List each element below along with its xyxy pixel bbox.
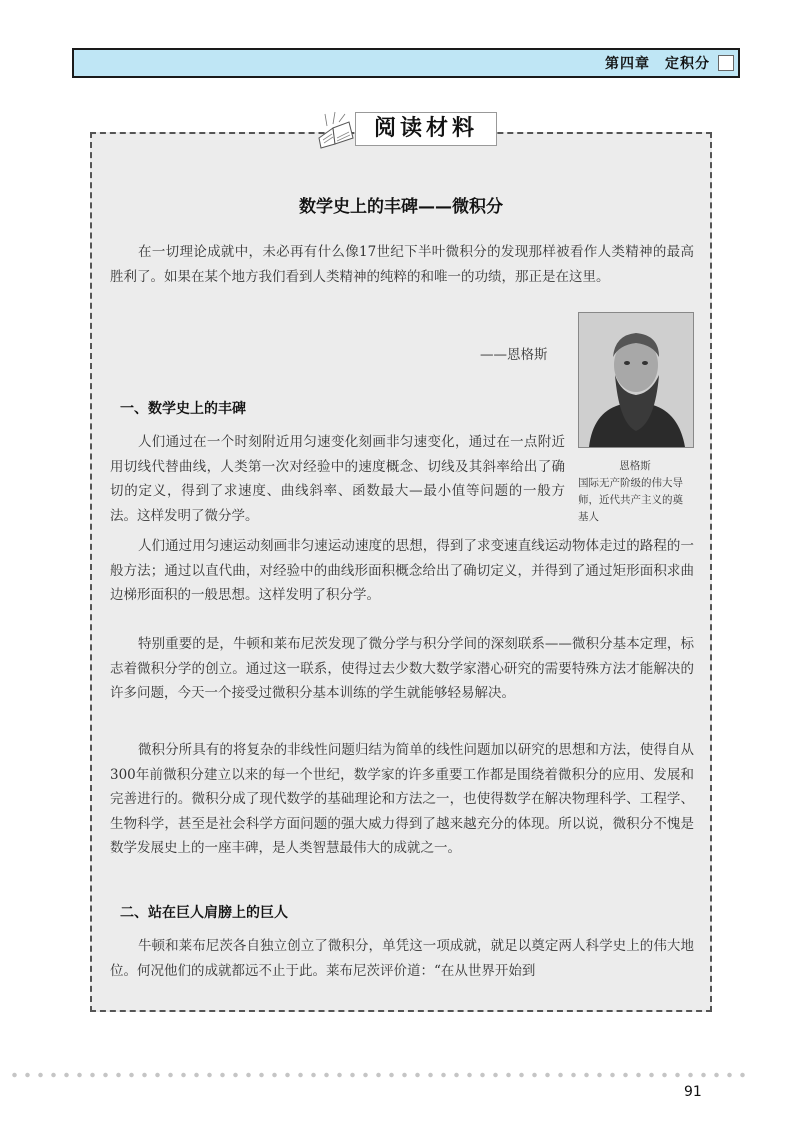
portrait-image — [579, 313, 693, 447]
portrait-name: 恩格斯 — [619, 460, 651, 472]
section1-paragraph-2: 人们通过用匀速运动刻画非匀速运动速度的思想，得到了求变速直线运动物体走过的路程的一般方法；通过以直代曲，对经验中的曲线形面积概念给出了确切定义，并得到了通过矩形面积求曲边梯形面积的一般思想。这样发明了积分学。 — [110, 538, 694, 603]
section1-paragraph-3: 特别重要的是，牛顿和莱布尼茨发现了微分学与积分学间的深刻联系——微积分基本定理，标志着微积分学的创立。通过这一联系，使得过去少数大数学家潜心研究的需要特殊方法才能解决的许多问题，今天一个接受过微积分基本训练的学生就能够轻易解决。 — [110, 636, 694, 701]
reading-material-banner — [315, 102, 495, 154]
article-title: 数学史上的丰碑——微积分 — [299, 197, 503, 217]
chapter-title: 第四章 定积分 — [605, 56, 710, 72]
portrait-description: 国际无产阶级的伟大导师，近代共产主义的奠基人 — [578, 477, 683, 523]
engels-quote: 在一切理论成就中，未必再有什么像17世纪下半叶微积分的发现那样被看作人类精神的最高胜利了。如果在某个地方我们看到人类精神的纯粹的和唯一的功绩，那正是在这里。 — [110, 244, 694, 285]
page-number: 91 — [684, 1084, 702, 1100]
section2-paragraph-1: 牛顿和莱布尼茨各自独立创立了微积分，单凭这一项成就，就足以奠定两人科学史上的伟大地位。何况他们的成就都远不止于此。莱布尼茨评价道：“在从世界开始到 — [110, 938, 694, 979]
chapter-header-bar — [72, 48, 740, 78]
section1-paragraph-4: 微积分所具有的将复杂的非线性问题归结为简单的线性问题加以研究的思想和方法，使得自从300年前微积分建立以来的每一个世纪，数学家的许多重要工作都是围绕着微积分的应用、发展和完善进行的。微积分成了现代数学的基础理论和方法之一，也使得数学在解决物理科学、工程学、生物科学，甚至是社会科学方面问题的强大威力得到了越来越充分的体现。所以说，微积分不愧是数学发展史上的一座丰碑，是人类智慧最伟大的成就之一。 — [110, 742, 694, 856]
section-heading-1: 一、数学史上的丰碑 — [120, 401, 246, 417]
banner-title: 阅读材料 — [355, 112, 497, 146]
portrait-caption — [578, 458, 692, 526]
section1-paragraph-1: 人们通过在一个时刻附近用匀速变化刻画非匀速变化，通过在一点附近用切线代替曲线，人类第一次对经验中的速度概念、切线及其斜率给出了确切的定义，得到了求速度、曲线斜率、函数最大—最小值等问题的一般方法。这样发明了微分学。 — [110, 434, 565, 524]
open-book-icon — [315, 108, 355, 150]
section-heading-2: 二、站在巨人肩膀上的巨人 — [120, 905, 288, 921]
header-square-decoration — [718, 55, 734, 71]
footer-dotted-rule — [8, 1072, 748, 1078]
engels-portrait — [578, 312, 694, 448]
quote-attribution: ——恩格斯 — [480, 347, 548, 363]
